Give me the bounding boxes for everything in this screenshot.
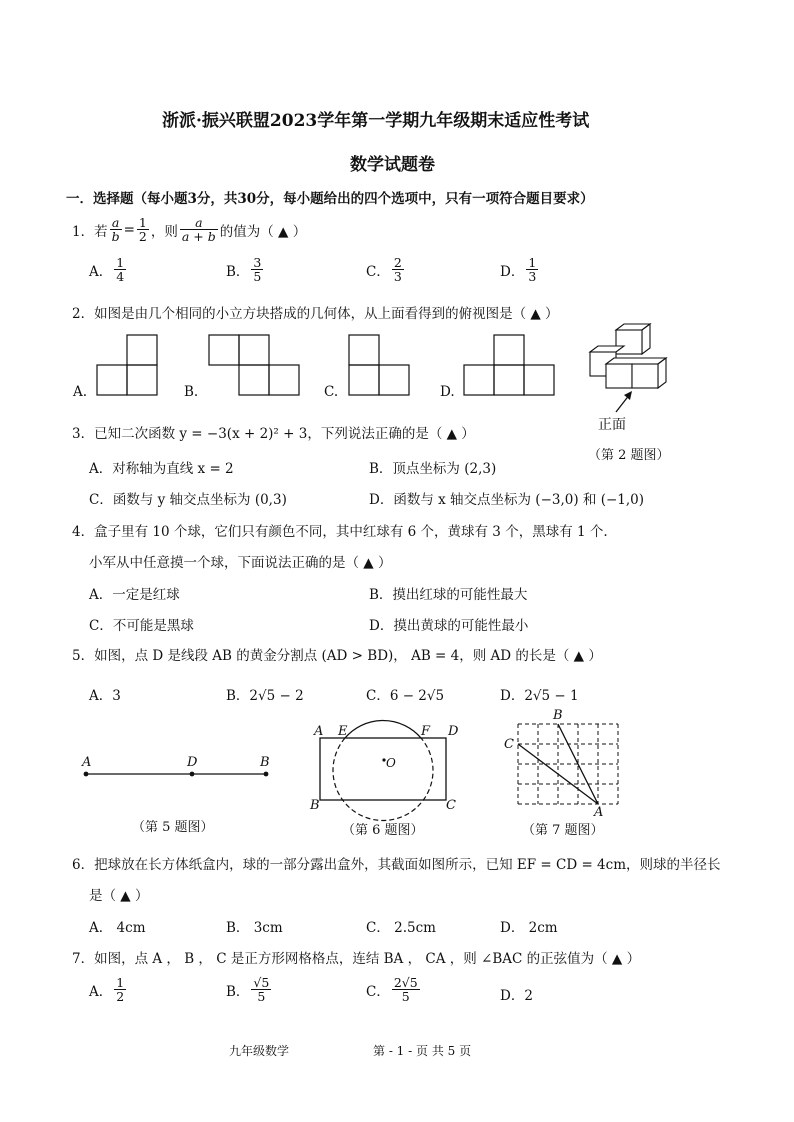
q2-option-a-figure — [97, 334, 159, 396]
q1-option-a: A． $\frac{1}{4}$ — [89, 255, 125, 285]
q2-option-c-figure — [348, 334, 410, 396]
fig6-label-o: O — [386, 756, 396, 770]
question-1-stem — [72, 216, 306, 243]
q7-option-a: A． $\frac{1}{2}$ — [89, 975, 125, 1005]
question-4-stem-line1: 4．盒子里有 10 个球，它们只有颜色不同，其中红球有 6 个，黄球有 3 个，黑球有 1 个. — [72, 524, 608, 540]
q1-option-b: B． $\frac{3}{5}$ — [226, 255, 262, 285]
fig7-label-b: B — [553, 708, 563, 723]
q1-option-c: C． $\frac{2}{3}$ — [366, 255, 402, 285]
q3-option-c: C．函数与 y 轴交点坐标为 (0,3) — [89, 492, 287, 508]
q7-option-b: B． $\frac{√5}{5}$ — [226, 975, 270, 1005]
q1-suffix: 的值为（ ▲ ） — [219, 223, 307, 240]
q7-option-d: D．2 — [500, 988, 533, 1004]
question-5-stem: 5．如图，点 D 是线段 AB 的黄金分割点 (AD > BD)， AB = 4，则 AD 的长是（ ▲ ） — [72, 648, 602, 664]
q1-prefix: 1．若 — [72, 223, 108, 240]
q4-option-d: D．摸出黄球的可能性最小 — [369, 618, 529, 634]
question-4-stem-line2: 小军从中任意摸一个球，下面说法正确的是（ ▲ ） — [89, 555, 392, 571]
q5-option-a: A．3 — [89, 688, 121, 704]
q1-fraction-half: $\frac{1}{2}$ — [138, 215, 147, 245]
question-7-stem: 7．如图，点 A ， B ， C 是正方形网格格点，连结 BA ， CA ，则 ∠BAC 的正弦值为（ ▲ ） — [72, 951, 641, 967]
q1-fraction-expr: $\frac{a}{a + b}$ — [181, 215, 216, 245]
question-3-stem: 3．已知二次函数 y = −3(x + 2)² + 3，下列说法正确的是（ ▲ ） — [72, 426, 475, 442]
q1-mid: ，则 — [150, 223, 178, 240]
q4-option-c: C．不可能是黑球 — [89, 618, 194, 634]
q2-option-b-label: B. — [184, 384, 199, 400]
q6-option-b: B． 3cm — [226, 920, 283, 936]
q5-option-b: B．2√5 − 2 — [226, 688, 304, 704]
q6-option-d: D． 2cm — [500, 920, 558, 936]
q2-option-a-label: A. — [73, 384, 88, 400]
fig6-label-b: B — [310, 798, 320, 813]
q3-option-b: B．顶点坐标为 (2,3) — [369, 461, 497, 477]
footer-page-number: 第 - 1 - 页 共 5 页 — [373, 1044, 472, 1058]
q1-fraction-a-b: $\frac{a}{b}$ — [111, 215, 120, 245]
exam-title: 浙派·振兴联盟2023学年第一学期九年级期末适应性考试 — [162, 111, 590, 131]
q2-option-d-figure — [463, 334, 555, 396]
q2-option-b-figure — [208, 334, 300, 396]
fig5-label-a: A — [82, 755, 92, 770]
fig7-grid — [516, 722, 622, 808]
fig6-label-a: A — [314, 724, 324, 739]
fig6-label-e: E — [338, 724, 348, 739]
footer-subject: 九年级数学 — [229, 1044, 290, 1058]
q2-option-c-label: C. — [324, 384, 339, 400]
fig7-caption: （第 7 题图） — [522, 823, 604, 838]
question-6-stem-line1: 6．把球放在长方体纸盒内，球的一部分露出盒外，其截面如图所示，已知 EF = CD = 4cm，则球的半径长 — [72, 857, 721, 873]
question-2-stem: 2．如图是由几个相同的小立方块搭成的几何体，从上面看得到的俯视图是（ ▲ ） — [72, 306, 559, 322]
q4-option-b: B．摸出红球的可能性最大 — [369, 587, 528, 603]
q1-option-d: D． $\frac{1}{3}$ — [500, 255, 537, 285]
fig5-label-d: D — [187, 755, 198, 770]
q3-option-d: D．函数与 x 轴交点坐标为 (−3,0) 和 (−1,0) — [369, 492, 645, 508]
q2-caption: （第 2 题图） — [588, 448, 670, 463]
q6-option-a: A． 4cm — [89, 920, 146, 936]
q3-option-a: A．对称轴为直线 x = 2 — [89, 461, 234, 477]
q5-option-c: C．6 − 2√5 — [366, 688, 445, 704]
q2-option-d-label: D. — [440, 384, 455, 400]
fig6-label-c: C — [446, 798, 456, 813]
q5-option-d: D．2√5 − 1 — [500, 688, 579, 704]
fig5-caption: （第 5 题图） — [132, 820, 214, 835]
section-heading: 一．选择题（每小题3分，共30分，每小题给出的四个选项中，只有一项符合题目要求） — [66, 191, 594, 207]
paper-subtitle: 数学试题卷 — [350, 155, 435, 175]
fig7-label-a: A — [594, 805, 604, 820]
q6-option-c: C． 2.5cm — [366, 920, 436, 936]
fig5-segment — [80, 752, 280, 792]
q2-front-label: 正面 — [598, 417, 626, 433]
q4-option-a: A．一定是红球 — [89, 587, 180, 603]
q1-equals: = — [123, 221, 135, 238]
fig7-label-c: C — [504, 737, 514, 752]
question-6-stem-line2: 是（ ▲ ） — [89, 888, 149, 904]
fig6-label-d: D — [448, 724, 459, 739]
q7-option-c: C． $\frac{2√5}{5}$ — [366, 975, 418, 1005]
fig5-label-b: B — [260, 755, 270, 770]
fig6-label-f: F — [421, 724, 431, 739]
fig6-caption: （第 6 题图） — [342, 823, 424, 838]
q2-cube-solid-figure — [586, 322, 672, 412]
